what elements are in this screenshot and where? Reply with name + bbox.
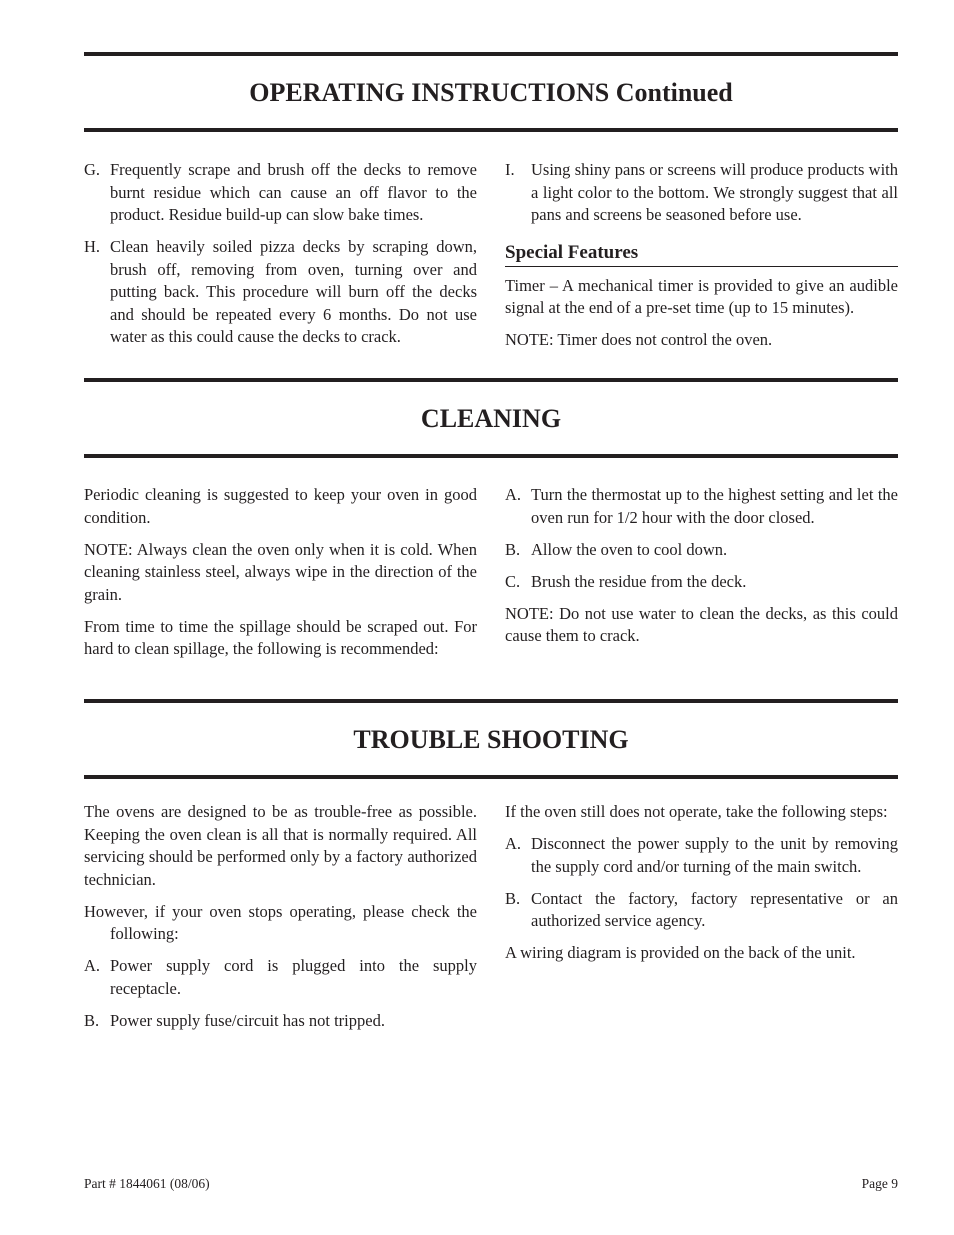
trouble-intro: The ovens are designed to be as trouble-free as possible. Keeping the oven clean is all that is normally required. All servicing should be performed only by a factory authorized technician.: [84, 802, 477, 889]
bottom-rule-operating: [84, 128, 898, 132]
list-item-c: [505, 571, 898, 594]
special-features-heading: Special Features: [505, 241, 898, 267]
cleaning-paragraph: Periodic cleaning is suggested to keep your oven in good condition.: [84, 485, 477, 527]
item-marker: B.: [84, 1010, 100, 1030]
item-text: Clean heavily soiled pizza decks by scraping down, brush off, removing from oven, turning over and putting back. This procedure will burn off the decks and should be repeated every 6 months. Do not use water as this could cause the decks to crack.: [110, 237, 477, 346]
top-rule-trouble: [84, 699, 898, 703]
item-text: Using shiny pans or screens will produce products with a light color to the bottom. We strongly suggest that all pans and screens be seasoned before use.: [531, 160, 898, 224]
item-marker: I.: [505, 160, 515, 179]
item-text: Disconnect the power supply to the unit by removing the supply cord and/or turning of the main switch.: [531, 834, 898, 876]
item-text: Contact the factory, factory representative or an authorized service agency.: [531, 888, 898, 930]
list-item-g: [84, 159, 477, 227]
trouble-right-intro: If the oven still does not operate, take the following steps:: [505, 802, 888, 821]
page-number: Page 9: [861, 1176, 898, 1191]
list-item-a: [505, 484, 898, 529]
bottom-rule-cleaning: [84, 454, 898, 458]
item-marker: H.: [84, 237, 101, 256]
trouble-check-paragraph: However, if your oven stops operating, please check the following:: [84, 901, 477, 943]
section-title-cleaning: CLEANING: [420, 404, 562, 433]
cleaning-deck-note: NOTE: Do not use water to clean the decks, as this could cause them to crack.: [505, 603, 898, 645]
cleaning-paragraph: From time to time the spillage should be scraped out. For hard to clean spillage, the following is recommended:: [84, 616, 477, 658]
item-text: Brush the residue from the deck.: [531, 571, 747, 591]
item-text: Power supply cord is plugged into the supply receptacle.: [110, 956, 477, 998]
item-marker: A.: [505, 485, 522, 504]
operating-left-column: [84, 159, 477, 358]
wiring-diagram-note: A wiring diagram is provided on the back of the unit.: [505, 943, 856, 962]
item-marker: B.: [505, 888, 521, 908]
list-item-b: [505, 539, 898, 562]
item-marker: A.: [505, 834, 522, 853]
item-text: Power supply fuse/circuit has not tripped.: [110, 1010, 385, 1030]
list-item-a: [84, 955, 477, 1000]
list-item-i: [505, 159, 898, 227]
top-rule-cleaning: [84, 378, 898, 382]
item-text: Allow the oven to cool down.: [531, 539, 728, 559]
item-marker: A.: [84, 956, 101, 975]
cleaning-note: NOTE: Always clean the oven only when it is cold. When cleaning stainless steel, always wipe in the direction of the grain.: [84, 539, 477, 604]
item-text: Frequently scrape and brush off the decks to remove burnt residue which can cause an off flavor to the product. Residue build-up can slow bake times.: [110, 160, 477, 224]
trouble-right-column: [505, 801, 898, 974]
item-text: Turn the thermostat up to the highest setting and let the oven run for 1/2 hour with the door closed.: [531, 485, 898, 527]
item-marker: B.: [505, 539, 521, 559]
cleaning-right-column: [505, 484, 898, 657]
operating-right-column: [505, 159, 898, 361]
bottom-rule-trouble: [84, 775, 898, 779]
section-title-operating: OPERATING INSTRUCTIONS Continued: [249, 78, 733, 107]
list-item-a: [505, 833, 898, 878]
item-marker: G.: [84, 160, 101, 179]
list-item-h: [84, 236, 477, 349]
item-marker: C.: [505, 571, 521, 591]
cleaning-left-column: [84, 484, 477, 670]
timer-paragraph: Timer – A mechanical timer is provided to give an audible signal at the end of a pre-set time (up to 15 minutes).: [505, 275, 898, 317]
list-item-b: [505, 888, 898, 933]
section-title-trouble: TROUBLE SHOOTING: [353, 725, 629, 754]
top-rule-operating: [84, 52, 898, 56]
list-item-b: [84, 1010, 477, 1033]
part-number: Part # 1844061 (08/06): [84, 1176, 210, 1191]
timer-note: NOTE: Timer does not control the oven.: [505, 330, 773, 349]
trouble-left-column: [84, 801, 477, 1042]
